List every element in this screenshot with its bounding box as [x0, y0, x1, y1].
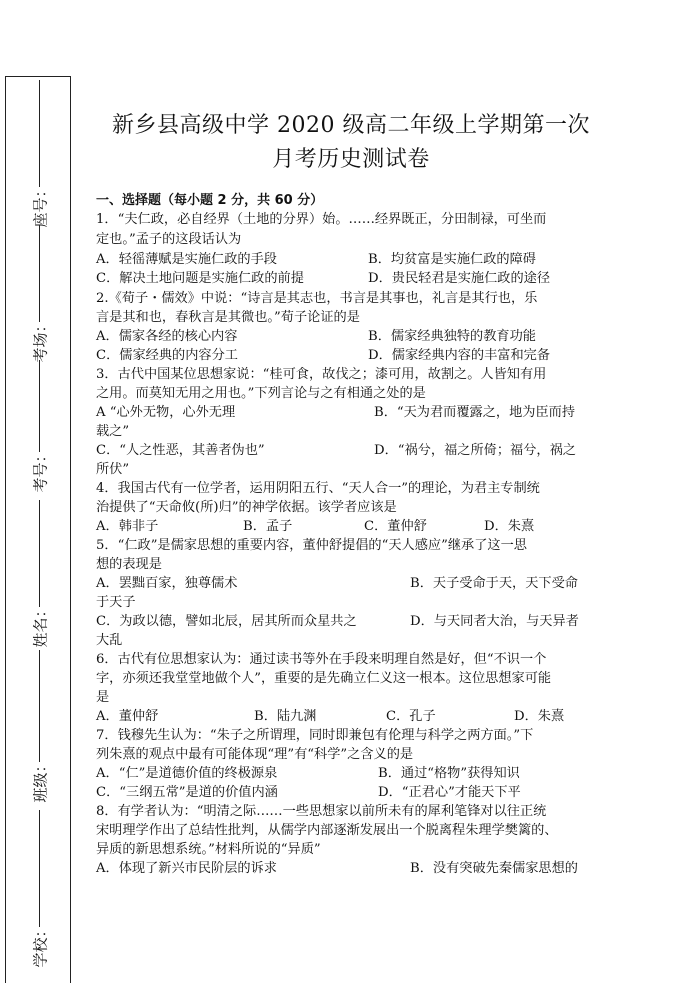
- q1-option-d: D．贵民轻君是实施仁政的途径: [368, 271, 551, 286]
- q4-option-b: B．孟子: [243, 519, 293, 534]
- school-blank-line: [39, 810, 41, 927]
- name-blank-line: [39, 500, 41, 607]
- exam-no-field: [22, 360, 58, 493]
- exam-title-line2: 月考历史测试卷: [272, 147, 430, 172]
- q3-option-d-1: D．“祸兮，福之所倚；福兮，祸之: [374, 443, 576, 458]
- q6-stem-1: 6．古代有位思想家认为：通过读书等外在手段来明理自然是好，但“不识一个: [96, 652, 547, 667]
- class-blank-line: [39, 650, 41, 762]
- q7-option-d: D．“正君心”才能天下平: [378, 785, 521, 800]
- q6-stem-3: 是: [96, 690, 110, 705]
- q4-option-a: A．韩非子: [96, 519, 159, 534]
- exam-room-blank-line: [39, 225, 41, 322]
- q6-option-c: C．孔子: [386, 709, 436, 724]
- exam-no-blank-line: [39, 360, 41, 452]
- q3-stem-2: 之用。而莫知无用之用也。”下列言论与之有相通之处的是: [96, 386, 426, 401]
- q8-stem-3: 异质的新思想系统。”材料所说的“异质”: [96, 842, 321, 857]
- q1-option-a: A．轻徭薄赋是实施仁政的手段: [96, 252, 277, 267]
- q8-stem-1: 8．有学者认为：“明清之际……一些思想家以前所未有的犀利笔锋对以往正统: [96, 804, 547, 819]
- q3-option-c: C．“人之性恶，其善者伪也”: [96, 443, 265, 458]
- q7-stem-2: 列朱熹的观点中最有可能体现“理”有“科学”之含义的是: [96, 747, 414, 762]
- q5-stem-2: 想的表现是: [96, 557, 162, 572]
- q6-option-d: D．朱熹: [514, 709, 565, 724]
- q3-stem-1: 3．古代中国某位思想家说：“桂可食，故伐之；漆可用，故割之。人皆知有用: [96, 367, 547, 382]
- seat-label: 座号：: [31, 182, 50, 228]
- seat-blank-line: [39, 80, 41, 187]
- q8-option-b: B．没有突破先秦儒家思想的: [410, 861, 578, 876]
- q6-option-b: B．陆九渊: [254, 709, 317, 724]
- q5-stem-1: 5．“仁政”是儒家思想的重要内容，董仲舒提倡的“天人感应”继承了这一思: [96, 538, 527, 553]
- q1-stem-1: 1．“夫仁政，必自经界（土地的分界）始。……经界既正，分田制禄，可坐而: [96, 212, 547, 227]
- q6-stem-2: 字，亦须还我堂堂地做个人”，重要的是先确立仁义这一根本。这位思想家可能: [96, 671, 552, 686]
- q3-option-a: A “心外无物，心外无理: [96, 405, 236, 420]
- name-field: [22, 500, 58, 648]
- exam-room-field: [22, 225, 58, 363]
- q2-option-b: B．儒家经典独特的教育功能: [368, 329, 536, 344]
- school-field: [22, 810, 58, 968]
- q5-option-b-2: 于天子: [96, 595, 136, 610]
- q3-option-b-1: B．“天为君而覆露之，地为臣而持: [374, 405, 576, 420]
- class-label: 班级：: [31, 757, 50, 803]
- q1-stem-2: 定也。”孟子的这段话认为: [96, 232, 242, 247]
- q5-option-d-2: 大乱: [96, 633, 123, 648]
- q1-option-b: B．均贫富是实施仁政的障碍: [368, 252, 536, 267]
- q3-option-d-2: 所伏”: [96, 462, 130, 477]
- q2-option-c: C．儒家经典的内容分工: [96, 348, 238, 363]
- q2-option-a: A．儒家各经的核心内容: [96, 329, 238, 344]
- q7-option-b: B．通过“格物”获得知识: [378, 766, 520, 781]
- q7-option-a: A．“仁”是道德价值的终极源泉: [96, 766, 278, 781]
- q6-option-a: A．董仲舒: [96, 709, 159, 724]
- q4-option-d: D．朱熹: [484, 519, 535, 534]
- exam-title-line1: 新乡县高级中学 2020 级高二年级上学期第一次: [112, 113, 590, 138]
- q2-stem-2: 言是其和也，春秋言是其微也。”荀子论证的是: [96, 310, 360, 325]
- q5-option-d-1: D．与天同者大治，与天异者: [410, 614, 579, 629]
- q5-option-b-1: B．天子受命于天，天下受命: [410, 576, 578, 591]
- section-heading: 一、选择题（每小题 2 分，共 60 分）: [96, 193, 324, 208]
- q8-option-a: A．体现了新兴市民阶层的诉求: [96, 861, 277, 876]
- q7-option-c: C．“三纲五常”是道的价值内涵: [96, 785, 278, 800]
- q2-option-d: D．儒家经典内容的丰富和完备: [368, 348, 551, 363]
- q4-stem-1: 4．我国古代有一位学者，运用阴阳五行、“天人合一”的理论，为君主专制统: [96, 481, 540, 496]
- q4-option-c: C．董仲舒: [364, 519, 427, 534]
- name-label: 姓名：: [31, 602, 50, 648]
- q3-option-b-2: 载之”: [96, 424, 130, 439]
- q4-stem-2: 治提供了“天命攸(所)归”的神学依据。该学者应该是: [96, 500, 397, 515]
- class-field: [22, 650, 58, 803]
- seat-field: [22, 80, 58, 228]
- q1-option-c: C．解决土地问题是实施仁政的前提: [96, 271, 304, 286]
- q2-stem-1: 2.《荀子・儒效》中说：“诗言是其志也，书言是其事也，礼言是其行也，乐: [96, 291, 538, 306]
- q5-option-c: C．为政以德，譬如北辰，居其所而众星共之: [96, 614, 357, 629]
- q7-stem-1: 7．钱穆先生认为：“朱子之所谓理，同时即兼包有伦理与科学之两方面。”下: [96, 728, 534, 743]
- school-label: 学校：: [31, 922, 50, 968]
- exam-room-label: 考场：: [31, 317, 50, 363]
- q8-stem-2: 宋明理学作出了总结性批判，从儒学内部逐渐发展出一个脱离程朱理学樊篱的、: [96, 823, 558, 838]
- exam-no-label: 考号：: [31, 447, 50, 493]
- q5-option-a: A．罢黜百家，独尊儒术: [96, 576, 238, 591]
